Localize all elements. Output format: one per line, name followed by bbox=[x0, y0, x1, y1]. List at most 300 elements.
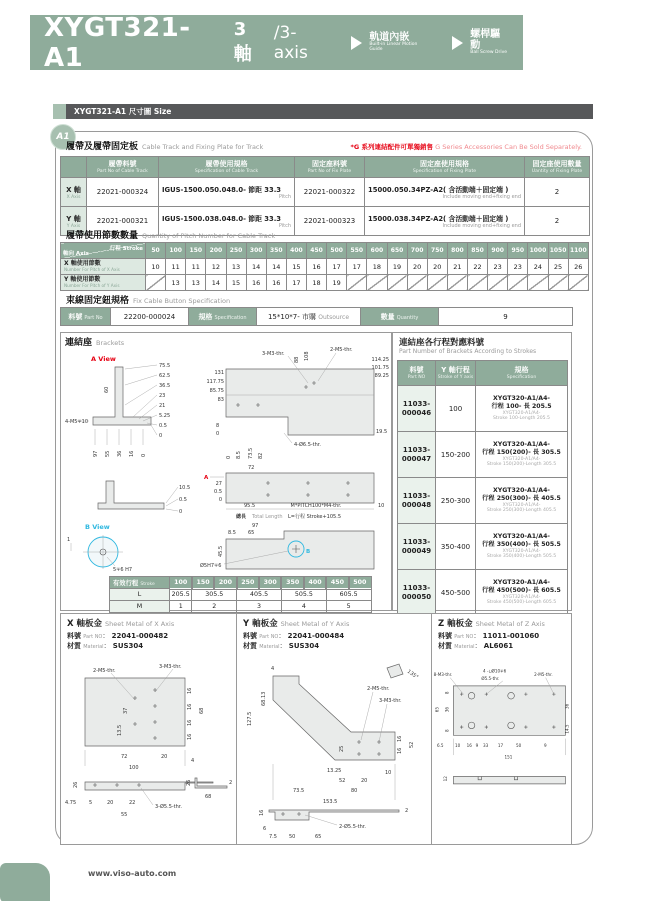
dim-label: 25 bbox=[339, 745, 345, 752]
a-view-drawing bbox=[63, 345, 213, 471]
a-ref-label: A bbox=[204, 475, 209, 481]
l-label-cell: L bbox=[110, 589, 170, 601]
pitch-stroke-cell: 150 bbox=[186, 243, 206, 259]
thread-label: 2-M5-thr. bbox=[534, 672, 553, 677]
dim-label: 6.5 bbox=[436, 742, 444, 748]
dim-label: 8 bbox=[444, 691, 450, 695]
plate-profile-shape bbox=[269, 810, 399, 820]
total-length-formula: L=行程 Stroke+105.5 bbox=[288, 514, 342, 520]
header-cell: 履帶使用規格 Specification of Cable Track bbox=[159, 157, 295, 178]
dim-label: 16 bbox=[187, 719, 193, 726]
pitch-y-value-cell bbox=[347, 275, 367, 291]
pitch-stroke-cell: 300 bbox=[246, 243, 266, 259]
bracket-parts-table bbox=[397, 360, 568, 616]
dim-label: 60 bbox=[104, 386, 110, 393]
dim-label: 114.25 bbox=[371, 357, 389, 363]
bracket-part-row bbox=[398, 524, 568, 570]
bracket-profile-shape bbox=[98, 481, 164, 509]
sheet-metal-box bbox=[60, 613, 572, 845]
stroke-m-cell: 5 bbox=[326, 601, 371, 613]
pitch-stroke-cell: 550 bbox=[347, 243, 367, 259]
plate-shape bbox=[226, 369, 374, 435]
badge-zh: 螺桿驅動 bbox=[470, 29, 501, 52]
stroke-m-cell: 2 bbox=[192, 601, 237, 613]
fix-spec-cell: 15000.038.34PZ-A2( 含活動端＋固定端 ) Include moving end+fixing end bbox=[365, 207, 525, 236]
pitch-y-value-cell bbox=[488, 275, 508, 291]
dim-label: 73.5 bbox=[293, 788, 305, 794]
flange-shape bbox=[387, 664, 403, 678]
thread-label: 8-M3-thr. bbox=[433, 672, 453, 677]
pitch-y-value-cell bbox=[427, 275, 447, 291]
bracket-parts-title bbox=[399, 336, 536, 355]
thread-label: 4-M5∓10 bbox=[65, 419, 89, 425]
pitch-x-value-cell: 17 bbox=[327, 259, 347, 275]
dim-label: 36 bbox=[117, 450, 123, 457]
table-row bbox=[61, 308, 573, 326]
table-header-row bbox=[61, 157, 590, 178]
badge-en: Built-in Linear Motion Guide bbox=[369, 42, 418, 52]
header-cell: Y 軸行程 Stroke of Y axis bbox=[436, 361, 476, 386]
pitch-y-value-cell bbox=[146, 275, 166, 291]
dim-label: 27 bbox=[215, 481, 222, 487]
pitch-stroke-cell: 1000 bbox=[528, 243, 548, 259]
pitch-y-value-cell: 14 bbox=[206, 275, 226, 291]
stroke-l-cell: 305.5 bbox=[192, 589, 237, 601]
fix-part-cell: 22021-000323 bbox=[295, 207, 365, 236]
part-no-cell: 22021-000324 bbox=[87, 178, 159, 207]
dim-label: 19.5 bbox=[376, 429, 388, 435]
spec-cell: XYGT320-A1/A4- 行程 450(500)- 長 605.5 XYGT320-A1/A4- Stroke 450(500)-Length 605.5 bbox=[476, 570, 568, 616]
pitch-formula-label: M*PITCH100*M4-thr. bbox=[290, 503, 342, 509]
fix-button-title-en: Fix Cable Button Specification bbox=[133, 297, 231, 305]
pitch-stroke-cell: 250 bbox=[226, 243, 246, 259]
section-bar bbox=[53, 104, 593, 119]
dim-label: 0 bbox=[226, 455, 232, 459]
dim-label: 55 bbox=[105, 450, 111, 457]
dim-label: 13.5 bbox=[117, 724, 123, 736]
axis-cell: Y 軸 Y Axis bbox=[61, 207, 87, 236]
dim-label: 97 bbox=[252, 523, 259, 529]
thread-label: 3-Ø5.5-thr. bbox=[155, 804, 182, 810]
part-no-cell: 22200-000024 bbox=[111, 308, 189, 326]
stroke-head-cell: 450 bbox=[326, 577, 348, 589]
dim-label: 0.5 bbox=[179, 497, 187, 503]
pitch-y-row bbox=[61, 275, 589, 291]
pitch-y-value-cell bbox=[568, 275, 588, 291]
dim-label: 16 bbox=[187, 733, 193, 740]
m-label-cell: M bbox=[110, 601, 170, 613]
stroke-head-cell: 150 bbox=[192, 577, 214, 589]
pitch-stroke-cell: 850 bbox=[468, 243, 488, 259]
part-no-cell: 11033- 000049 bbox=[398, 524, 436, 570]
dim-label: 89.25 bbox=[374, 373, 389, 379]
dim-label: 5 bbox=[89, 800, 93, 806]
pitch-x-value-cell: 19 bbox=[387, 259, 407, 275]
thread-label: Ø5.5-thr. bbox=[481, 676, 500, 682]
dim-label: 45.5 bbox=[218, 545, 224, 557]
dim-label: 82 bbox=[258, 452, 264, 459]
dim-label: 16 bbox=[259, 809, 265, 816]
fix-part-cell: 22021-000322 bbox=[295, 178, 365, 207]
dim-label: 8.5 bbox=[228, 530, 236, 536]
cable-track-title-zh: 履帶及履帶固定板 bbox=[66, 142, 139, 152]
part-no-cell: 11033- 000046 bbox=[398, 386, 436, 432]
pitch-stroke-cell: 1100 bbox=[568, 243, 588, 259]
pitch-qty-title-en: Quantity of Pitch Number for Cable Track bbox=[142, 232, 276, 240]
dim-label: 0 bbox=[218, 497, 222, 503]
pitch-stroke-cell: 650 bbox=[387, 243, 407, 259]
part-no-cell: 22021-000321 bbox=[87, 207, 159, 236]
b-view-label: B View bbox=[85, 523, 110, 531]
stroke-head-cell: 100 bbox=[170, 577, 192, 589]
brackets-box bbox=[60, 332, 392, 611]
stroke-m-cell: 1 bbox=[170, 601, 192, 613]
pitch-y-value-cell bbox=[387, 275, 407, 291]
dim-label: 0.5 bbox=[214, 489, 222, 495]
pitch-y-value-cell: 16 bbox=[266, 275, 286, 291]
header-cell: 履帶料號 Part No of Cable Track bbox=[87, 157, 159, 178]
dim-label: 62.5 bbox=[159, 373, 171, 379]
fix-button-title-zh: 束線固定鈕規格 bbox=[66, 296, 130, 306]
pitch-y-value-cell bbox=[528, 275, 548, 291]
fix-button-title bbox=[66, 293, 230, 306]
pitch-qty-title-zh: 履帶使用節數數量 bbox=[66, 231, 139, 241]
bracket-parts-title-zh: 連結座各行程對應料號 bbox=[399, 338, 485, 348]
part-no-cell: 11033- 000047 bbox=[398, 432, 436, 478]
pitch-stroke-cell: 750 bbox=[427, 243, 447, 259]
pitch-y-value-cell: 13 bbox=[186, 275, 206, 291]
thread-label: 3-M3-thr. bbox=[379, 698, 402, 704]
dim-label: 153.5 bbox=[323, 799, 338, 805]
dim-label: 22 bbox=[129, 800, 136, 806]
pitch-x-value-cell: 17 bbox=[347, 259, 367, 275]
dim-label: 72 bbox=[248, 465, 255, 471]
pitch-stroke-cell: 350 bbox=[266, 243, 286, 259]
cable-track-title-en: Cable Track and Fixing Plate for Track bbox=[142, 143, 264, 151]
dim-label: 26 bbox=[73, 781, 79, 788]
pitch-table bbox=[60, 242, 589, 291]
dim-label: 20 bbox=[361, 778, 368, 784]
dim-label: 8.5 bbox=[236, 451, 242, 459]
dim-label: 9 bbox=[475, 742, 479, 748]
stroke-l-cell: 205.5 bbox=[170, 589, 192, 601]
sheet-metal-y-header: Y 軸板金 Sheet Metal of Y Axis 料號 Part NO： 22041-000484 材質 Material： SUS304 bbox=[243, 619, 350, 651]
dim-label: 4 bbox=[271, 666, 275, 672]
plate-shape bbox=[85, 678, 185, 746]
dim-label: 2 bbox=[229, 780, 233, 786]
dim-label: 36.5 bbox=[159, 383, 171, 389]
y-stroke-cell: 350-400 bbox=[436, 524, 476, 570]
dim-label: 5∓6 H7 bbox=[113, 567, 133, 573]
badge-en: Ball Screw Drive bbox=[470, 50, 507, 56]
dim-label: 0.5 bbox=[159, 423, 167, 429]
dim-label: 5.25 bbox=[159, 413, 171, 419]
dim-label: 8 bbox=[216, 423, 220, 429]
pitch-x-value-cell: 14 bbox=[266, 259, 286, 275]
dim-label: 6 bbox=[263, 826, 267, 832]
pitch-stroke-cell: 700 bbox=[407, 243, 427, 259]
sheet-metal-y-drawing bbox=[239, 662, 427, 842]
pitch-y-value-cell: 15 bbox=[226, 275, 246, 291]
qty-cell: 2 bbox=[525, 178, 590, 207]
pitch-x-value-cell: 10 bbox=[146, 259, 166, 275]
pitch-x-value-cell: 13 bbox=[226, 259, 246, 275]
brackets-title-zh: 連結座 bbox=[65, 338, 93, 348]
dim-label: 65 bbox=[248, 530, 255, 536]
pitch-x-value-cell: 15 bbox=[286, 259, 306, 275]
pitch-y-value-cell bbox=[468, 275, 488, 291]
pitch-x-label: X 軸使用節數 Number For Pitch of X Axis bbox=[61, 259, 146, 275]
dim-label: 131 bbox=[214, 370, 224, 376]
dim-label: 68 bbox=[205, 794, 212, 800]
pitch-y-value-cell bbox=[407, 275, 427, 291]
pitch-stroke-row bbox=[61, 243, 589, 259]
dim-label: 73.5 bbox=[248, 447, 254, 459]
pitch-stroke-cell: 500 bbox=[327, 243, 347, 259]
dim-label: 16 bbox=[466, 742, 472, 748]
stroke-header-label: 有效行程 Stroke bbox=[110, 577, 170, 589]
thread-label: 4-Ø6.5-thr. bbox=[294, 442, 321, 448]
spec-cell: XYGT320-A1/A4- 行程 150(200)- 長 305.5 XYGT320-A1/A4- Stroke 150(200)-Length 305.5 bbox=[476, 432, 568, 478]
feature-badge-linear-guide bbox=[351, 32, 430, 53]
pitch-y-value-cell bbox=[548, 275, 568, 291]
pitch-x-value-cell: 25 bbox=[548, 259, 568, 275]
pitch-x-value-cell: 22 bbox=[468, 259, 488, 275]
thread-label: 3-M3-thr. bbox=[262, 351, 285, 357]
stroke-m-cell: 4 bbox=[281, 601, 326, 613]
total-length-en: Total Length bbox=[252, 514, 283, 520]
pitch-stroke-cell: 100 bbox=[166, 243, 186, 259]
dim-label: 12 bbox=[442, 776, 448, 782]
dim-label: 97 bbox=[93, 450, 99, 457]
y-stroke-cell: 450-500 bbox=[436, 570, 476, 616]
dim-label: 8 bbox=[444, 729, 450, 732]
pitch-x-value-cell: 23 bbox=[508, 259, 528, 275]
pitch-y-value-cell bbox=[508, 275, 528, 291]
bracket-part-row bbox=[398, 570, 568, 616]
dim-label: 0 bbox=[141, 453, 147, 457]
dim-label: 50 bbox=[289, 834, 296, 840]
dim-label: 0 bbox=[159, 433, 163, 439]
dim-label: 100 bbox=[129, 765, 139, 771]
dim-label: 26 bbox=[186, 779, 192, 786]
thread-label: Ø5H7∓6 bbox=[200, 563, 222, 569]
bracket-part-row bbox=[398, 432, 568, 478]
table-row bbox=[61, 178, 590, 207]
dim-label: 135° bbox=[405, 668, 420, 681]
bracket-plate-top-drawing bbox=[196, 343, 391, 463]
pitch-x-value-cell: 12 bbox=[206, 259, 226, 275]
fix-button-table bbox=[60, 307, 573, 326]
corner-axis-label: 軸向 Axis bbox=[63, 251, 89, 257]
pitch-y-value-cell: 17 bbox=[286, 275, 306, 291]
dim-label: 4.75 bbox=[65, 800, 77, 806]
pitch-y-value-cell: 16 bbox=[246, 275, 266, 291]
plate-shape bbox=[226, 473, 374, 503]
pitch-x-value-cell: 21 bbox=[447, 259, 467, 275]
pitch-y-value-cell: 18 bbox=[307, 275, 327, 291]
axes-count-en: /3-axis bbox=[273, 22, 308, 63]
dim-label: 13.25 bbox=[327, 768, 342, 774]
pitch-qty-title bbox=[66, 228, 275, 241]
pitch-y-value-cell bbox=[367, 275, 387, 291]
thread-label: 2-M5-thr. bbox=[93, 668, 116, 674]
stroke-l-cell: 605.5 bbox=[326, 589, 371, 601]
stroke-head-cell: 400 bbox=[304, 577, 326, 589]
play-triangle-icon bbox=[452, 36, 463, 50]
dim-label: 16 bbox=[187, 687, 193, 694]
brackets-title-en: Brackets bbox=[96, 339, 125, 347]
dim-label: 14.5 bbox=[564, 724, 570, 734]
stroke-header-row bbox=[110, 577, 372, 589]
dim-label: 88 bbox=[294, 356, 300, 363]
dim-label: 16 bbox=[129, 450, 135, 457]
spec-cell: XYGT320-A1/A4- 行程 350(400)- 長 505.5 XYGT320-A1/A4- Stroke 350(400)-Length 505.5 bbox=[476, 524, 568, 570]
pitch-x-value-cell: 26 bbox=[568, 259, 588, 275]
dim-label: 95.5 bbox=[244, 503, 256, 509]
thread-label: 2-Ø5.5-thr. bbox=[339, 824, 366, 830]
pitch-x-value-cell: 23 bbox=[488, 259, 508, 275]
dim-label: 17 bbox=[497, 742, 504, 748]
bracket-side-profile bbox=[86, 473, 196, 519]
fix-spec-cell: 15000.050.34PZ-A2( 含活動端＋固定端 ) Include moving end+fixing end bbox=[365, 178, 525, 207]
qty-cell: 9 bbox=[439, 308, 573, 326]
header-cell bbox=[61, 157, 87, 178]
sheet-metal-y-column bbox=[237, 614, 431, 844]
feature-badge-ball-screw bbox=[452, 29, 509, 56]
dim-label: 108 bbox=[304, 351, 310, 361]
bracket-parts-box bbox=[392, 332, 572, 611]
g-series-note-zh: *G 系列連結配件可單獨銷售 bbox=[350, 143, 434, 151]
dim-label: 9 bbox=[544, 742, 547, 748]
pitch-x-value-cell: 20 bbox=[427, 259, 447, 275]
dim-label: 16 bbox=[397, 735, 403, 742]
spec-label-cell: 規格 Specification bbox=[189, 308, 257, 326]
pitch-y-value-cell: 19 bbox=[327, 275, 347, 291]
qty-cell: 2 bbox=[525, 207, 590, 236]
plate-side-shape bbox=[453, 776, 565, 783]
spec-cell: IGUS-1500.038.048.0- 節距 33.3 Pitch bbox=[159, 207, 295, 236]
dim-label: 68.13 bbox=[261, 691, 267, 706]
dim-label: 21 bbox=[159, 403, 166, 409]
dim-label: 65 bbox=[434, 707, 440, 713]
dim-label: 37 bbox=[123, 707, 129, 714]
dim-label: 80 bbox=[351, 788, 358, 794]
sheet-metal-x-header: X 軸板金 Sheet Metal of X Axis 料號 Part NO： 22041-000482 材質 Material： SUS304 bbox=[67, 619, 175, 651]
badge-zh: 軌道內嵌 bbox=[369, 32, 410, 44]
dim-label: 85.75 bbox=[209, 388, 224, 394]
dim-label: 52 bbox=[339, 778, 346, 784]
pitch-x-value-cell: 11 bbox=[166, 259, 186, 275]
stroke-l-cell: 505.5 bbox=[281, 589, 326, 601]
header-cell: 固定座使用數量 Uantity of Fixing Plate bbox=[525, 157, 590, 178]
b-view-drawing bbox=[63, 519, 193, 575]
pitch-x-value-cell: 24 bbox=[528, 259, 548, 275]
dim-label: 16 bbox=[397, 747, 403, 754]
dim-label: 16 bbox=[187, 703, 193, 710]
stroke-head-cell: 200 bbox=[214, 577, 236, 589]
dim-label: 1 bbox=[67, 537, 71, 543]
dim-label: 0 bbox=[216, 431, 220, 437]
dim-label: 36 bbox=[564, 703, 570, 709]
stroke-m-cell: 3 bbox=[237, 601, 282, 613]
dim-label: 101.75 bbox=[371, 365, 389, 371]
g-series-note-en: G Series Accessories Can Be Sold Separately. bbox=[435, 143, 582, 151]
dim-label: 75.5 bbox=[159, 363, 171, 369]
pitch-x-value-cell: 11 bbox=[186, 259, 206, 275]
dim-label: 36 bbox=[444, 707, 450, 713]
counterbore-label: 4 -⊔Ø10∓6 bbox=[483, 668, 507, 674]
bracket-parts-title-en: Part Number of Brackets According to Strokes bbox=[399, 348, 537, 355]
part-no-cell: 11033- 000050 bbox=[398, 570, 436, 616]
bracket-part-row bbox=[398, 478, 568, 524]
pitch-x-value-cell: 16 bbox=[307, 259, 327, 275]
spec-cell: IGUS-1500.050.048.0- 節距 33.3 Pitch bbox=[159, 178, 295, 207]
cable-track-title bbox=[66, 139, 263, 152]
stroke-head-cell: 500 bbox=[349, 577, 371, 589]
header-banner bbox=[30, 12, 523, 73]
pitch-y-value-cell: 13 bbox=[166, 275, 186, 291]
stroke-l-cell: 405.5 bbox=[237, 589, 282, 601]
sheet-metal-z-header: Z 軸板金 Sheet Metal of Z Axis 料號 Part NO： 11011-001060 材質 Material： AL6061 bbox=[438, 619, 545, 651]
pitch-x-value-cell: 20 bbox=[407, 259, 427, 275]
dim-label: 20 bbox=[107, 800, 114, 806]
dim-label: 117.75 bbox=[206, 379, 224, 385]
cable-track-table bbox=[60, 156, 590, 236]
footer-url: www.viso-auto.com bbox=[88, 869, 177, 878]
dim-label: 10.5 bbox=[179, 485, 191, 491]
stroke-head-cell: 250 bbox=[237, 577, 259, 589]
pitch-stroke-cell: 400 bbox=[286, 243, 306, 259]
pitch-stroke-cell: 600 bbox=[367, 243, 387, 259]
pitch-stroke-cell: 950 bbox=[508, 243, 528, 259]
dim-label: 151 bbox=[504, 754, 513, 760]
pitch-corner-cell bbox=[61, 243, 146, 259]
thread-label: 2-M5-thr. bbox=[367, 686, 390, 692]
product-model: XYGT321-A1 bbox=[44, 12, 191, 73]
spec-cell: 15*10*7- 市購 Outsource bbox=[257, 308, 361, 326]
g-series-note bbox=[351, 142, 582, 151]
effective-stroke-table bbox=[109, 576, 372, 613]
dim-label: 72 bbox=[121, 754, 128, 760]
axes-count-zh: 3 軸 bbox=[233, 19, 252, 65]
size-panel bbox=[55, 131, 593, 845]
y-stroke-cell: 100 bbox=[436, 386, 476, 432]
qty-label-cell: 數量 Quantity bbox=[361, 308, 439, 326]
pitch-stroke-cell: 800 bbox=[447, 243, 467, 259]
pitch-y-label: Y 軸使用節數 Number For Pitch of Y Axis bbox=[61, 275, 146, 291]
header-cell: 固定座料號 Part No of Fix Plate bbox=[295, 157, 365, 178]
pitch-x-row bbox=[61, 259, 589, 275]
stroke-head-cell: 350 bbox=[281, 577, 303, 589]
dim-label: 2 bbox=[405, 808, 409, 814]
total-length-zh: 總長 bbox=[236, 514, 247, 520]
y-stroke-cell: 150-200 bbox=[436, 432, 476, 478]
plate-shape bbox=[453, 686, 565, 735]
dim-label: 68 bbox=[199, 707, 205, 714]
dim-label: 65 bbox=[315, 834, 322, 840]
pitch-stroke-cell: 200 bbox=[206, 243, 226, 259]
header-cell: 規格 Specification bbox=[476, 361, 568, 386]
part-no-cell: 11033- 000048 bbox=[398, 478, 436, 524]
pitch-stroke-cell: 1050 bbox=[548, 243, 568, 259]
header-cell: 料號 Part NO bbox=[398, 361, 436, 386]
corner-stroke-label: 行程 Stroke bbox=[109, 246, 143, 252]
dim-label: 23 bbox=[159, 393, 166, 399]
sheet-metal-x-drawing bbox=[63, 662, 233, 842]
a-view-label: A View bbox=[91, 355, 116, 363]
dim-label: 0 bbox=[179, 509, 183, 515]
